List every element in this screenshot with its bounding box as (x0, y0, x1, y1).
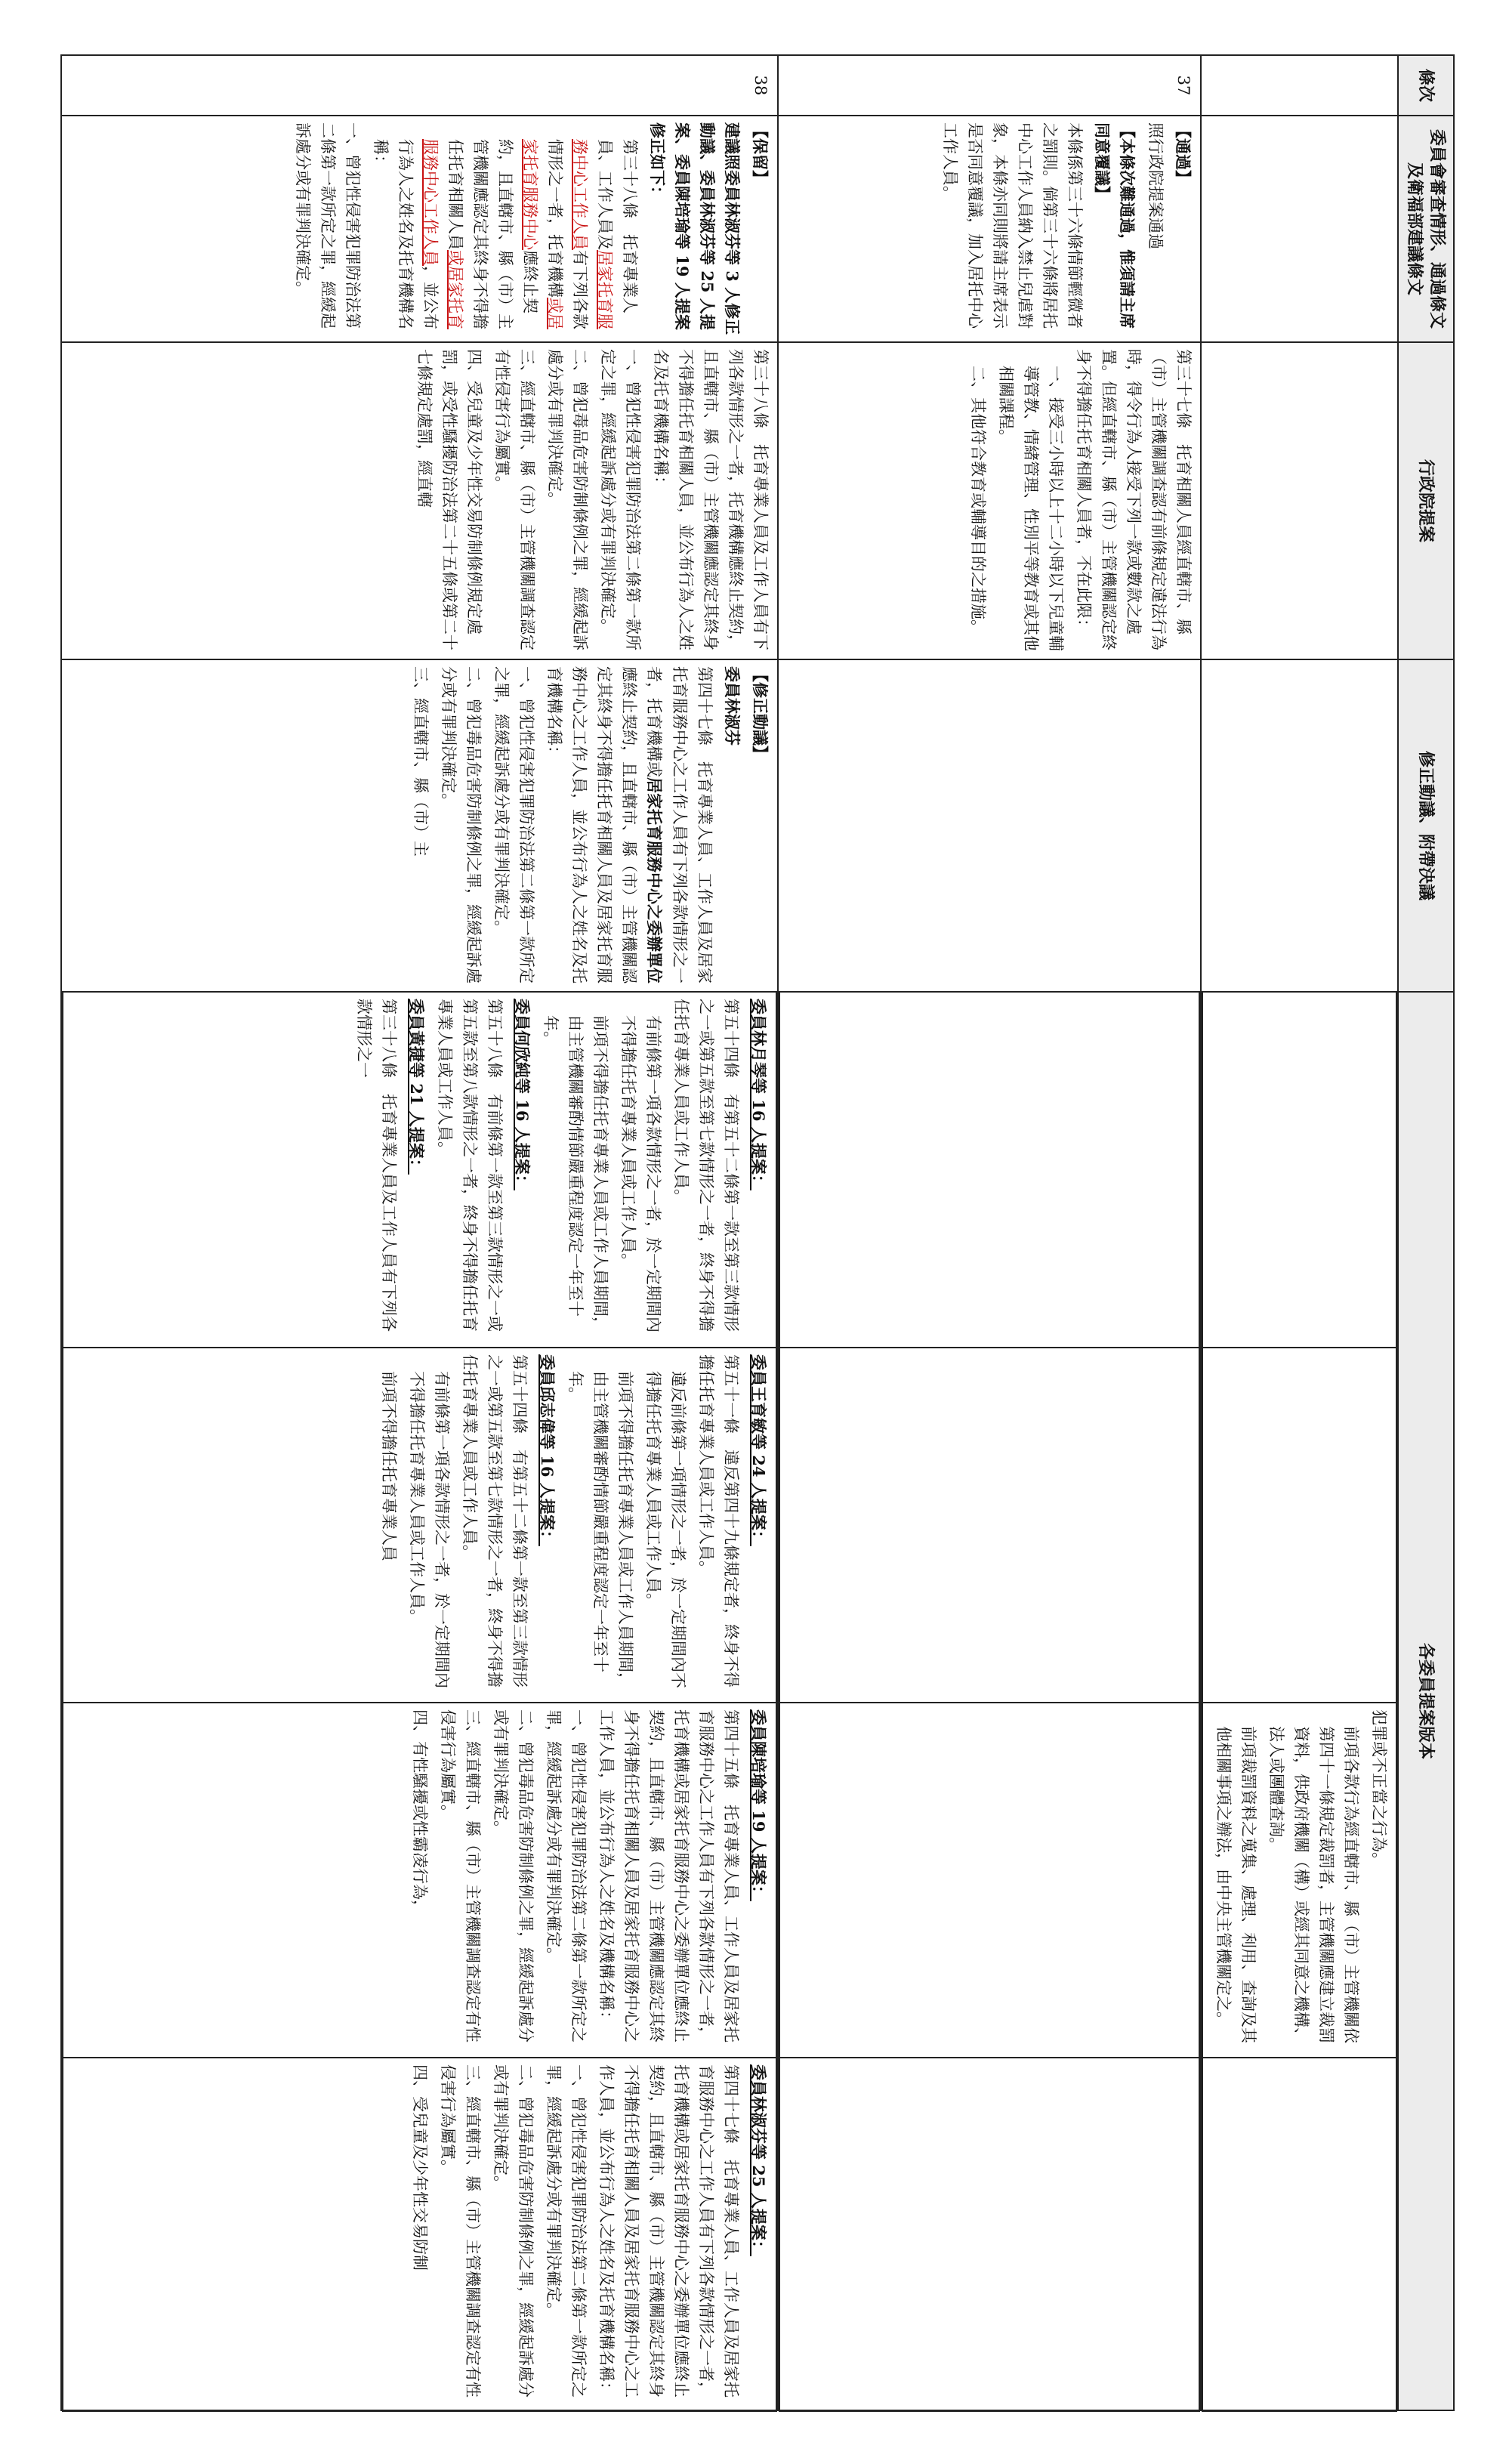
member-col-3 (63, 1703, 776, 2058)
header-amend: 修正動議、附帶決議 (1398, 659, 1454, 992)
committee-text-3: 有下列各款情形之一者，托育機構 (546, 139, 589, 329)
exec-cell-37 (778, 342, 1201, 659)
amend-name: 委員林淑芬 (723, 666, 742, 746)
committee-text-5: 應終止契約，且直轄市、縣（市）主管機關應認定其終身不得擔任托育相關人員 (446, 139, 539, 329)
exec38-line-3: 二、曾犯毒品危害防制條例之罪，經緩起訴處分或有罪判決確定。 (546, 349, 589, 650)
member-text: 三、經直轄市、縣（市）主管機關調查認定有性侵害行為屬實。 (439, 1709, 482, 2043)
member-name: 委員邱志偉等 16 人提案： (538, 1354, 557, 1546)
prev-line-3: 前項裁罰資料之蒐集、處理、利用、查詢及其他相關事項之辦法，由中央主管機關定之。 (1214, 1726, 1258, 2043)
member-text: 第三十八條 托育專業人員及工作人員有下列各款情形之一 (355, 999, 398, 1332)
member-text: 違反前條第一項情形之一者，於一定期間內不得擔任托育專業人員或工作人員。 (644, 1371, 687, 1688)
exec-line-3: 二、其他符合教育或輔導目的之措施。 (969, 366, 987, 635)
member-text: 第五十一條 違反第四十九條規定者，終身不得擔任托育專業人員或工作人員。 (697, 1354, 740, 1687)
amend-cell-37 (778, 659, 1201, 992)
committee-box-text: 本條係第三十六條情節輕微者之罰則。倘第三十六條將居托中心工作人員納入禁止兒虐對象，本條亦同則將請主席表示是否同意覆議，加入居托中心工作人員。 (941, 122, 1084, 329)
member-name: 委員林淑芬等 25 人提案： (749, 2064, 768, 2256)
member-text: 第五十四條 有第五十二條第一款至第三款情形之一或第五款至第七款情形之一者，終身不得擔任托育專業人員或工作人員。 (672, 999, 740, 1332)
member-text: 有前條第一項各款情形之一者，於一定期間內不得擔任托育專業人員或工作人員。 (619, 1015, 662, 1332)
amend-text-6: 三、經直轄市、縣（市）主 (412, 666, 430, 857)
member-text: 第五十八條 有前條第一款至第三款情形之一或第五款至第八款情形之一者，終身不得擔任托育專業人員或工作人員。 (436, 999, 504, 1332)
committee-text-4: 或居家托育服務中心 (521, 139, 564, 329)
member-name: 委員何欣純等 16 人提案： (513, 999, 532, 1190)
member-text: 三、經直轄市、縣（市）主管機關調查認定有性侵害行為屬實。 (439, 2064, 482, 2398)
amend-tag: 【修正動議】 (751, 666, 770, 761)
exec-cell-38 (61, 342, 778, 659)
row-number: 37 (778, 55, 1201, 116)
header-no: 條次 (1398, 55, 1454, 116)
member-col-1 (63, 993, 776, 1348)
committee-tag: 【通過】 (1174, 122, 1193, 186)
member-name: 委員王育敏等 24 人提案： (749, 1354, 768, 1546)
member-name: 委員黃捷等 21 人提案： (407, 999, 426, 1175)
committee-cell-37 (778, 116, 1201, 342)
committee-cell-38 (61, 116, 778, 342)
members-cell-38 (61, 992, 778, 2410)
committee-line: 建議照委員林淑芬等 3 人修正動議、委員林淑芬等 25 人提案、委員陳培瑜等 19 人提案修正如下： (648, 122, 742, 335)
member-text: 第四十七條 托育專業人員、工作人員及居家托育服務中心之工作人員有下列各款情形之一者，托育機構或居家托育服務中心之委辦單位應終止契約，且直轄市、縣（市）主管機關認定其終身不得擔任托育相關人員及居家托育服務中心之工作人員，並公布行為人之姓名及托育機構名稱： (597, 2064, 740, 2398)
amend-text-2: 居家托育服務中心之委辦單位 (645, 777, 664, 983)
members-cell-37 (778, 992, 1201, 2410)
member-text: 第四十五條 托育專業人員、工作人員及居家托育服務中心之工作人員有下列各款情形之一者，托育機構或居家托育服務中心之委辦單位應終止契約，且直轄市、縣（市）主管機關應認定其終身不得擔任托育相關人員及居家托育服務中心之工作人員，並公布行為人之姓名及機構名稱： (597, 1709, 740, 2043)
comparison-table (60, 54, 1455, 2411)
prev-line-1: 犯罪或不正當之行為。 (1370, 1709, 1388, 1868)
exec38-line-2: 一、曾犯性侵害犯罪防治法第二條第一款所定之罪，經緩起訴處分或有罪判決確定。 (599, 349, 642, 650)
header-row (1398, 55, 1454, 2410)
row-number: 38 (61, 55, 778, 116)
member-text: 一、曾犯性侵害犯罪防治法第二條第一款所定之罪，經緩起訴處分或有罪判決確定。 (545, 1709, 588, 2043)
table-row-38 (61, 55, 778, 2410)
member-name: 委員林月琴等 16 人提案： (749, 999, 768, 1190)
table-row-37 (778, 55, 1201, 2410)
header-members: 各委員提案版本 (1398, 992, 1454, 2410)
member-text: 二、曾犯毒品危害防制條例之罪，經緩起訴處分或有罪判決確定。 (492, 2064, 535, 2398)
exec-line-1: 第三十七條 托育相關人員經直轄市、縣（市）主管機關調查認有前條規定違法行為時，得令行為人接受下列一款或數款之處置。但經直轄市、縣（市）主管機關認定終身不得擔任托育相關人員者，不在此限： (1075, 349, 1193, 650)
amend-text-3: 應終止契約，且直轄市、縣（市）主管機關認定其終身不得擔任托育相關人員及居家托育服務中心之工作人員，並公布行為人之姓名及托育機構名稱： (545, 666, 638, 983)
amend-text-5: 二、曾犯毒品危害防制條例之罪，經緩起訴處分或有罪判決確定。 (440, 666, 483, 983)
member-text: 四、受兒童及少年性交易防制 (411, 2064, 429, 2271)
committee-text-8: 一、曾犯性侵害犯罪防治法第二條第一款所定之罪，經緩起訴處分或有罪判決確定。 (294, 122, 362, 329)
table-row-continuation (1201, 55, 1398, 2410)
member-text: 二、曾犯毒品危害防制條例之罪，經緩起訴處分或有罪判決確定。 (492, 1709, 535, 2043)
member-col-4 (63, 2058, 776, 2411)
member-text: 前項不得擔任托育專業人員或工作人員期間，由主管機關審酌情節嚴重程度認定一年至十年。 (542, 1015, 609, 1332)
committee-box-title: 【本條次難通過，惟須請主席同意覆議】 (1093, 122, 1137, 329)
member-text: 有前條第一項各款情形之一者，於一定期間內不得擔任托育專業人員或工作人員。 (408, 1371, 451, 1688)
member-col-2 (63, 1348, 776, 1703)
committee-text-1: 第三十八條 托育專業人員、工作人員及 (596, 139, 639, 313)
committee-text-2: 居家托育服務中心工作人員 (571, 139, 614, 329)
amend-cell-38 (61, 659, 778, 992)
member-text: 四、有性騷擾或性霸凌行為， (411, 1709, 429, 1916)
member-text: 一、曾犯性侵害犯罪防治法第二條第一款所定之罪，經緩起訴處分或有罪判決確定。 (545, 2064, 588, 2398)
member-text: 第五十四條 有第五十二條第一款至第三款情形之一或第五款至第七款情形之一者，終身不得擔任托育專業人員或工作人員。 (461, 1354, 529, 1687)
header-committee: 委員會審查情形、通過條文及衛福部建議條文 (1398, 116, 1454, 342)
members-subtable-prev (1202, 993, 1397, 2412)
committee-line: 照行政院提案通過 (1146, 122, 1165, 249)
exec-line-2: 一、接受三小時以上十二小時以下兒童輔導管教、情緒管理、性別平等教育或其他相關課程。 (997, 366, 1065, 651)
committee-text-6: 或居家托育服務中心工作人員 (421, 139, 464, 329)
committee-text-7: ，並公布行為人之姓名及托育機構名稱： (372, 139, 440, 329)
amend-text-4: 一、曾犯性侵害犯罪防治法第二條第一款所定之罪，經緩起訴處分或有罪判決確定。 (492, 666, 535, 983)
amend-text-1: 第四十七條 托育專業人員、工作人員及居家托育服務中心之工作人員有下列各款情形之一者，托育機構或 (645, 666, 714, 983)
exec38-line-1: 第三十八條 托育專業人員及工作人員有下列各款情形之一者，托育機構應終止契約，且直轄市、縣（市）主管機關應認定其終身不得擔任托育相關人員，並公布行為人之姓名及托育機構名稱： (652, 349, 770, 650)
member-name: 委員陳培瑜等 19 人提案： (749, 1709, 768, 1901)
prev-line-2: 前項各款行為經直轄市、縣（市）主管機關依第四十一條規定裁罰者，主管機關應建立裁罰資料，供政府機關（構）或經其同意之機構、法人或團體查詢。 (1267, 1726, 1360, 2043)
member-text: 前項不得擔任托育專業人員或工作人員期間，由主管機關審酌情節嚴重程度認定一年至十年。 (566, 1371, 634, 1688)
exec38-line-4: 三、經直轄市、縣（市）主管機關調查認定有性侵害行為屬實。 (493, 349, 536, 650)
exec38-line-5: 四、受兒童及少年性交易防制條例規定處罰，或受性騷擾防治法第二十五條或第二十七條規定處罰，經直轄 (415, 349, 483, 650)
committee-tag: 【保留】 (751, 122, 770, 186)
members-cell-prev (1202, 1703, 1396, 2058)
header-exec: 行政院提案 (1398, 342, 1454, 659)
member-text: 前項不得擔任托育專業人員 (380, 1371, 398, 1561)
